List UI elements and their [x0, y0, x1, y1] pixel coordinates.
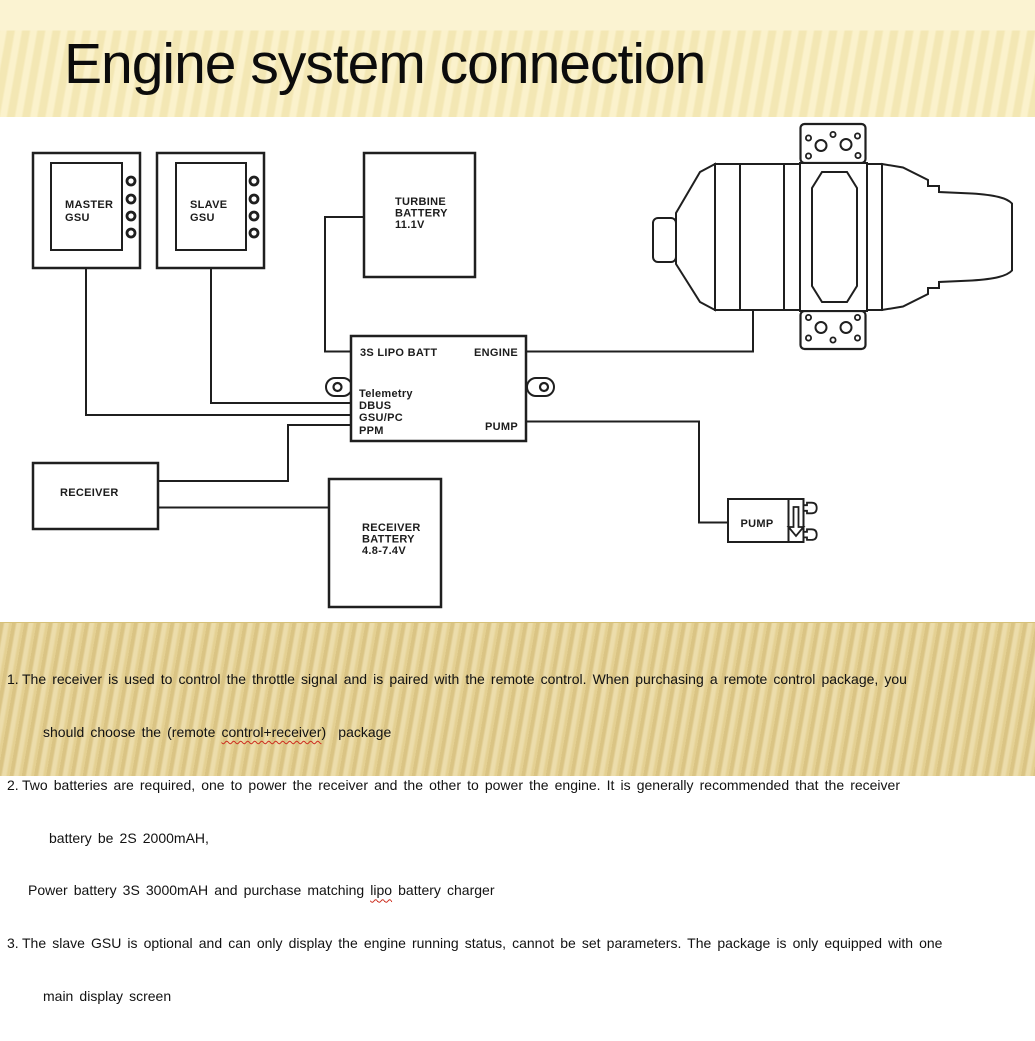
- note-1-text: The receiver is used to control the throttle signal and is paired with the remote control. When purchasing a remote control package, you: [22, 671, 907, 688]
- page-title: Engine system connection: [64, 32, 706, 96]
- slave-gsu-label-2: GSU: [190, 212, 215, 224]
- turbine-battery-box: [364, 153, 475, 277]
- note-3-line-2: [0, 988, 1035, 1006]
- note-3-text: The slave GSU is optional and can only display the engine running status, cannot be set parameters. The package is only equipped with one: [22, 935, 943, 952]
- notes-text: [0, 636, 1035, 1041]
- note-1-text-end: ) package: [321, 723, 392, 740]
- note-2-text-cont2: Power battery 3S 3000mAH and purchase matching: [28, 882, 371, 899]
- wire-master-gsu-to-ecu: [86, 268, 351, 415]
- engine-mount-window: [812, 172, 857, 302]
- pump-box: [728, 499, 817, 542]
- wire-slave-gsu-to-ecu: [211, 268, 351, 403]
- wire-ecu-pump-to-pump: [526, 422, 728, 523]
- note-1-line-1: [0, 671, 1035, 689]
- master-gsu-label-1: MASTER: [65, 199, 114, 211]
- ecu-port-gsu-pc: GSU/PC: [359, 412, 403, 424]
- receiver-battery-label-3: 4.8-7.4V: [362, 545, 406, 557]
- wire-receiver-to-ecu-ppm: [158, 425, 351, 481]
- note-1-line-2: [0, 724, 1035, 742]
- ecu-right-mount-hole: [540, 383, 548, 391]
- receiver-battery-label-1: RECEIVER: [362, 522, 421, 534]
- receiver-box: [33, 463, 158, 529]
- note-3-number: 3.: [7, 935, 19, 952]
- ecu-left-mount-tab: [326, 378, 352, 396]
- note-1-number: 1.: [7, 671, 19, 688]
- pump-nozzle-top: [804, 503, 817, 514]
- receiver-label: RECEIVER: [60, 487, 119, 499]
- receiver-battery-label-2: BATTERY: [362, 533, 415, 546]
- ecu-port-ppm: PPM: [359, 425, 384, 437]
- turbine-battery-label-1: TURBINE: [395, 196, 446, 208]
- pump-nozzle-bottom: [804, 529, 817, 540]
- turbine-battery-label-3: 11.1V: [395, 219, 425, 231]
- engine-exhaust: [882, 164, 1012, 310]
- note-3-text-cont: main display screen: [43, 987, 172, 1004]
- ecu-port-dbus: DBUS: [359, 400, 392, 412]
- diagram-area: [0, 117, 1035, 622]
- note-2-misspelled-word: lipo: [370, 882, 393, 899]
- note-1-misspelled-word: control+receiver: [221, 723, 322, 740]
- ecu-label-lipo-batt: 3S LIPO BATT: [360, 347, 438, 359]
- note-2-line-3: [0, 882, 1035, 900]
- turbine-engine-drawing: [653, 124, 1012, 349]
- ecu-label-pump: PUMP: [485, 421, 518, 433]
- note-1-text-cont: should choose the (remote: [43, 723, 222, 740]
- turbine-battery-label-2: BATTERY: [395, 207, 448, 220]
- receiver-battery-box: [329, 479, 441, 607]
- wire-turbine-battery-to-ecu: [325, 217, 364, 352]
- ecu-port-telemetry: Telemetry: [359, 388, 413, 400]
- master-gsu-label-2: GSU: [65, 212, 90, 224]
- ecu-label-engine: ENGINE: [474, 347, 518, 359]
- pump-label: PUMP: [740, 518, 774, 530]
- ecu-box: [326, 336, 554, 441]
- note-2-line-1: [0, 777, 1035, 795]
- note-2-text-end: battery charger: [392, 882, 495, 899]
- engine-intake-cone: [676, 164, 715, 310]
- wire-ecu-engine-to-turbine: [526, 311, 753, 352]
- note-2-text-cont: battery be 2S 2000mAH,: [49, 829, 209, 846]
- note-2-line-2: [0, 830, 1035, 848]
- slave-gsu-label-1: SLAVE: [190, 199, 228, 211]
- ecu-left-mount-hole: [334, 383, 342, 391]
- title-band: [0, 0, 1035, 118]
- slave-gsu-box: [157, 153, 264, 268]
- notes-band: [0, 622, 1035, 1004]
- note-2-number: 2.: [7, 776, 19, 793]
- note-3-line-1: [0, 935, 1035, 953]
- note-2-text: Two batteries are required, one to power the receiver and the other to power the engine. It is generally recommended that the receiver: [22, 776, 900, 793]
- master-gsu-box: [33, 153, 140, 268]
- engine-connection-diagram: [0, 117, 1035, 622]
- engine-intake: [653, 218, 676, 262]
